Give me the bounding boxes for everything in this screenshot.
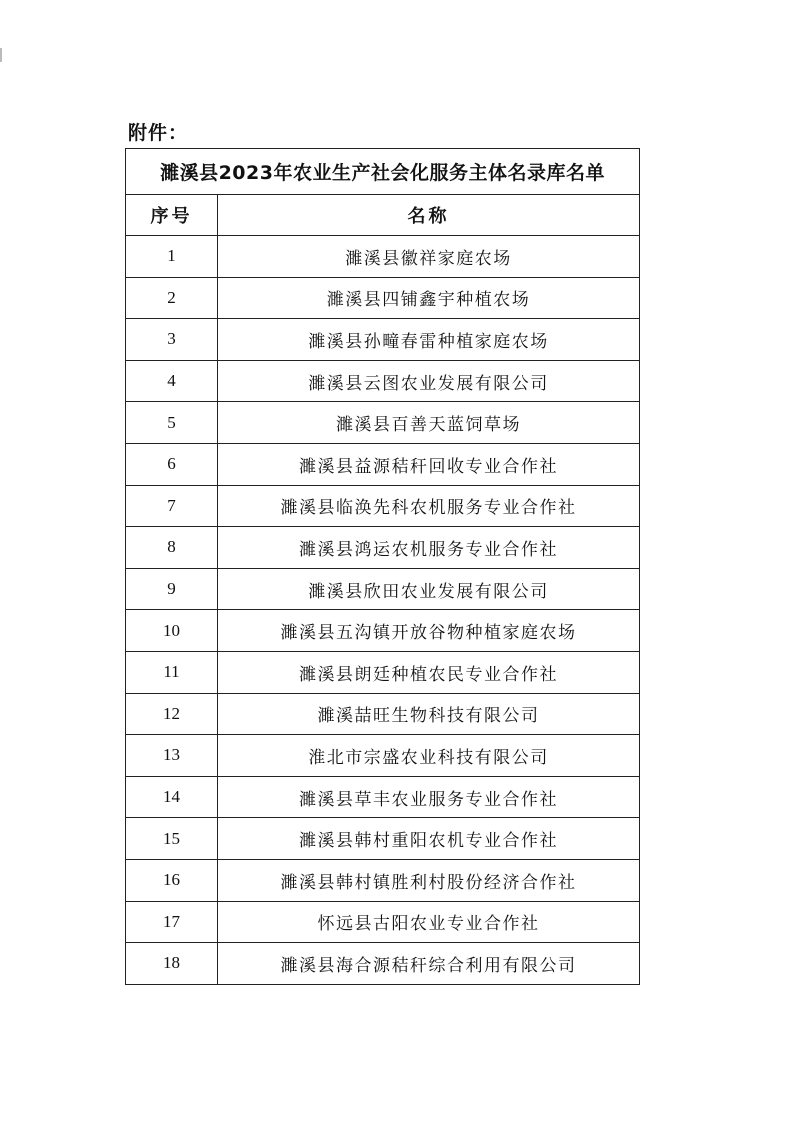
row-name: 濉溪县韩村镇胜利村股份经济合作社 [218,859,640,901]
row-number: 17 [126,901,218,943]
row-name: 濉溪县草丰农业服务专业合作社 [218,776,640,818]
row-name: 怀远县古阳农业专业合作社 [218,901,640,943]
table-body [126,236,640,985]
row-number: 12 [126,693,218,735]
table-title-row [126,149,640,195]
row-name: 濉溪县四铺鑫宇种植农场 [218,277,640,319]
table-row [126,360,640,402]
table-row [126,859,640,901]
row-number: 9 [126,568,218,610]
row-number: 14 [126,776,218,818]
table-row [126,693,640,735]
row-name: 濉溪喆旺生物科技有限公司 [218,693,640,735]
table-row [126,236,640,278]
attachment-label: 附件： [128,122,189,144]
row-number: 8 [126,527,218,569]
table-row [126,943,640,985]
table-row [126,651,640,693]
header-number: 序号 [126,195,218,236]
row-name: 濉溪县孙疃春雷种植家庭农场 [218,319,640,361]
row-name: 濉溪县五沟镇开放谷物种植家庭农场 [218,610,640,652]
table-row [126,319,640,361]
row-name: 濉溪县云图农业发展有限公司 [218,360,640,402]
table-row [126,443,640,485]
row-name: 淮北市宗盛农业科技有限公司 [218,735,640,777]
row-number: 13 [126,735,218,777]
table-row [126,610,640,652]
row-number: 5 [126,402,218,444]
row-number: 4 [126,360,218,402]
row-number: 11 [126,651,218,693]
row-name: 濉溪县朗廷种植农民专业合作社 [218,651,640,693]
row-number: 10 [126,610,218,652]
row-number: 18 [126,943,218,985]
row-number: 16 [126,859,218,901]
row-number: 3 [126,319,218,361]
row-number: 15 [126,818,218,860]
table-row [126,818,640,860]
table-row [126,735,640,777]
table-row [126,776,640,818]
row-name: 濉溪县鸿运农机服务专业合作社 [218,527,640,569]
table-row [126,568,640,610]
header-name: 名称 [218,195,640,236]
table-row [126,485,640,527]
row-number: 6 [126,443,218,485]
row-name: 濉溪县欣田农业发展有限公司 [218,568,640,610]
table-row [126,277,640,319]
row-name: 濉溪县韩村重阳农机专业合作社 [218,818,640,860]
table-title: 濉溪县2023年农业生产社会化服务主体名录库名单 [126,149,640,195]
row-name: 濉溪县百善天蓝饲草场 [218,402,640,444]
row-name: 濉溪县徽祥家庭农场 [218,236,640,278]
row-number: 1 [126,236,218,278]
row-name: 濉溪县海合源秸秆综合利用有限公司 [218,943,640,985]
table-header-row [126,195,640,236]
row-number: 2 [126,277,218,319]
table-row [126,901,640,943]
scan-edge-mark [0,48,2,62]
table-row [126,402,640,444]
row-name: 濉溪县临涣先科农机服务专业合作社 [218,485,640,527]
table-row [126,527,640,569]
row-number: 7 [126,485,218,527]
row-name: 濉溪县益源秸秆回收专业合作社 [218,443,640,485]
roster-table [125,148,640,985]
